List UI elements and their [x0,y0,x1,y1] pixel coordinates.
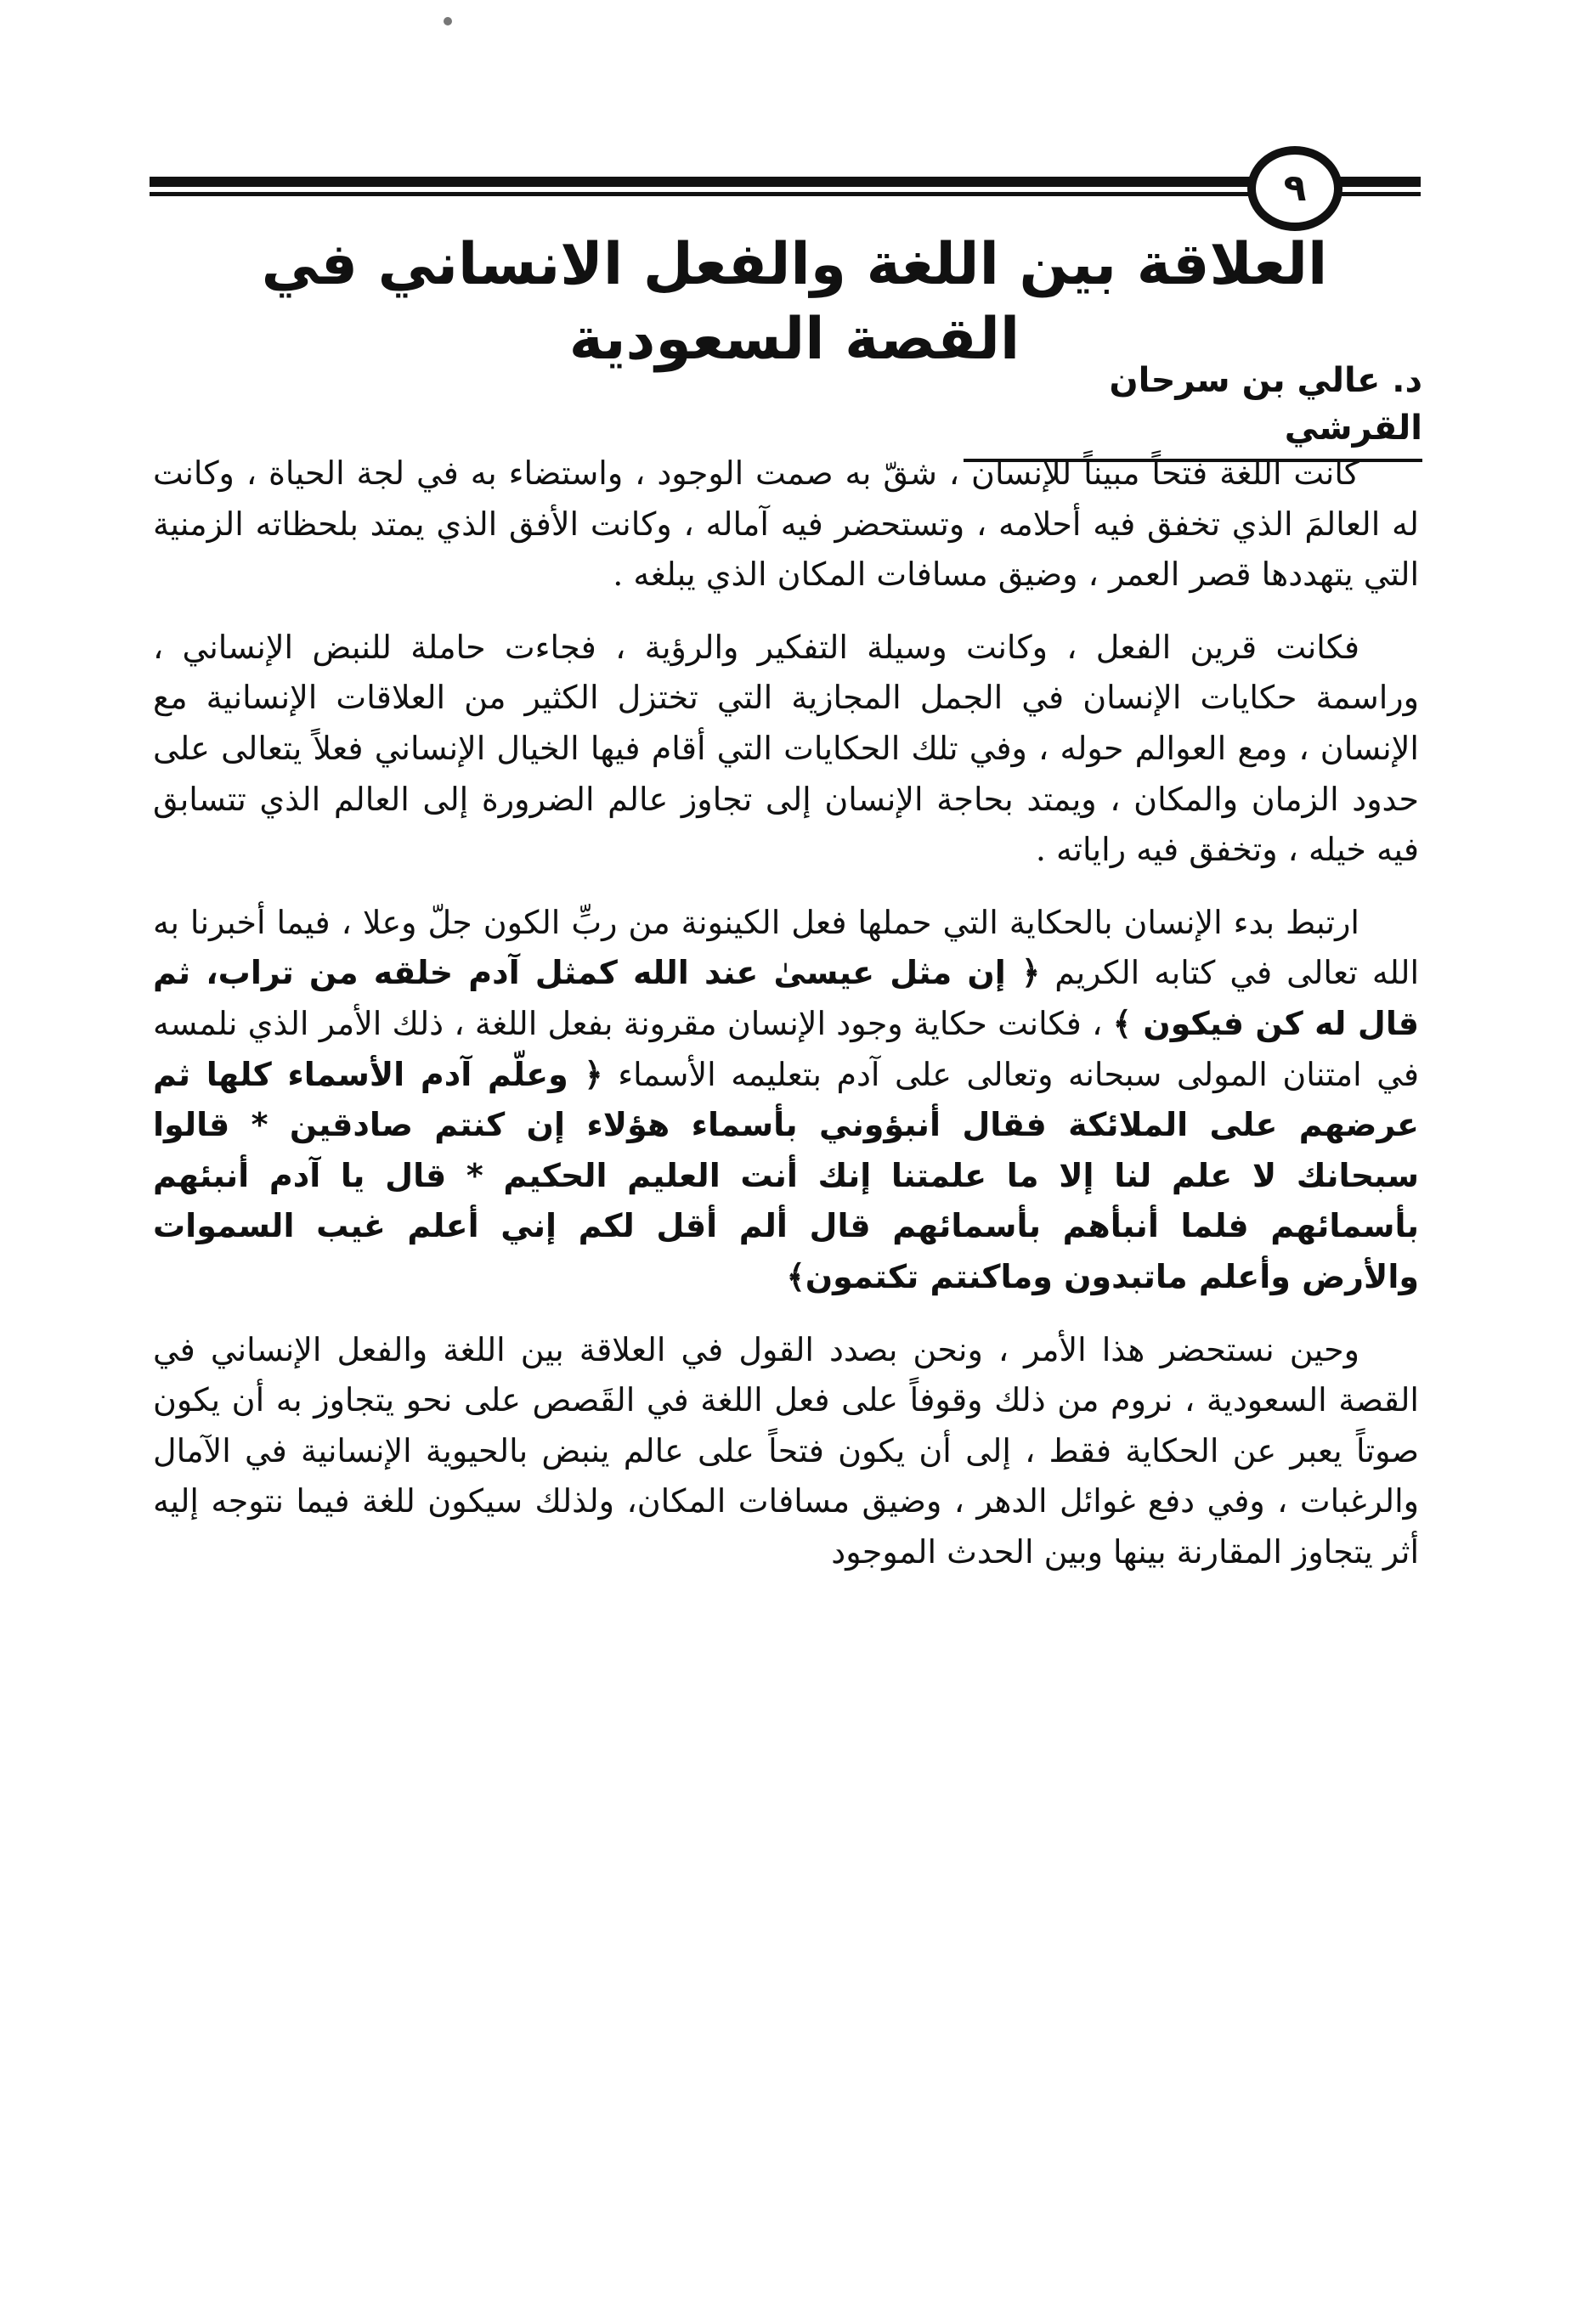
header-rule-thin [150,192,1421,196]
header-rule [150,177,1421,206]
article-body [153,448,1419,1599]
quran-quote-1: ﴿ إن مثل عيسىٰ عند الله كمثل آدم خلقه من تراب، ثم قال له كن فيكون ﴾ [153,954,1419,1042]
article-title: العلاقة بين اللغة والفعل الانساني في القصة السعودية [261,231,1328,374]
page-number-badge [1247,146,1342,231]
paragraph-4: وحين نستحضر هذا الأمر ، ونحن بصدد القول في العلاقة بين اللغة والفعل الإنساني في القصة السعودية ، نروم من ذلك وقوفاً على فعل اللغة في القَصص على نحو يتجاوز به أن يكون صوتاً يعبر عن الحكاية فقط ، إلى أن يكون فتحاً على عالم ينبض بالحيوية الإنسانية في الآمال والرغبات ، وفي دفع غوائل الدهر ، وضيق مسافات المكان، ولذلك سيكون للغة فيما نتوجه إليه أثر يتجاوز المقارنة بينها وبين الحدث الموجود [153,1330,1419,1571]
paragraph-3 [153,898,1419,1303]
scan-mark [444,17,452,25]
quran-quote-2: ﴿ وعلّم آدم الأسماء كلها ثم عرضهم على الملائكة فقال أنبؤوني بأسماء هؤلاء إن كنتم صادقين * قالوا سبحانك لا علم لنا إلا ما علمتنا إنك أنت العليم الحكيم * قال يا آدم أنبئهم بأسمائهم فلما أنبأهم بأسمائهم قال ألم أقل لكم إني أعلم غيب السموات والأرض وأعلم ماتبدون وماكنتم تكتمون﴾ [153,1055,1419,1295]
page-number: ٩ [1283,166,1307,210]
paragraph-2: فكانت قرين الفعل ، وكانت وسيلة التفكير والرؤية ، فجاءت حاملة للنبض الإنساني ، وراسمة حكايات الإنسان في الجمل المجازية التي تختزل الكثير من العلاقات الإنسانية مع الإنسان ، ومع العوالم حوله ، وفي تلك الحكايات التي أقام فيها الخيال الإنساني فعلاً يتعالى على حدود الزمان والمكان ، ويمتد بحاجة الإنسان إلى تجاوز عالم الضرورة إلى العالم الذي تتسابق فيه خيله ، وتخفق فيه راياته . [153,628,1419,869]
author-name: د. عالي بن سرحان القرشي [1109,361,1422,448]
author-block [964,357,1422,462]
paragraph-3-text-a: ارتبط بدء الإنسان بالحكاية التي حملها فعل الكينونة من ربِّ الكون جلّ وعلا ، فيما أخبرنا به الله تعالى في كتابه الكريم [153,903,1419,992]
paragraph-3-text-b: ، فكانت حكاية وجود الإنسان مقرونة بفعل اللغة ، ذلك الأمر الذي نلمسه في امتنان المولى سبحانه وتعالى على آدم بتعليمه الأسماء [153,1004,1419,1093]
header-rule-thick [150,177,1421,187]
paragraph-1: كانت اللغة فتحاً مبيناً للإنسان ، شقّ به صمت الوجود ، واستضاء به في لجة الحياة ، وكانت له العالمَ الذي تخفق فيه أحلامه ، وتستحضر فيه آماله ، وكانت الأفق الذي يمتد بلحظاته الزمنية التي يتهددها قصر العمر ، وضيق مسافات المكان الذي يبلغه . [153,454,1419,594]
